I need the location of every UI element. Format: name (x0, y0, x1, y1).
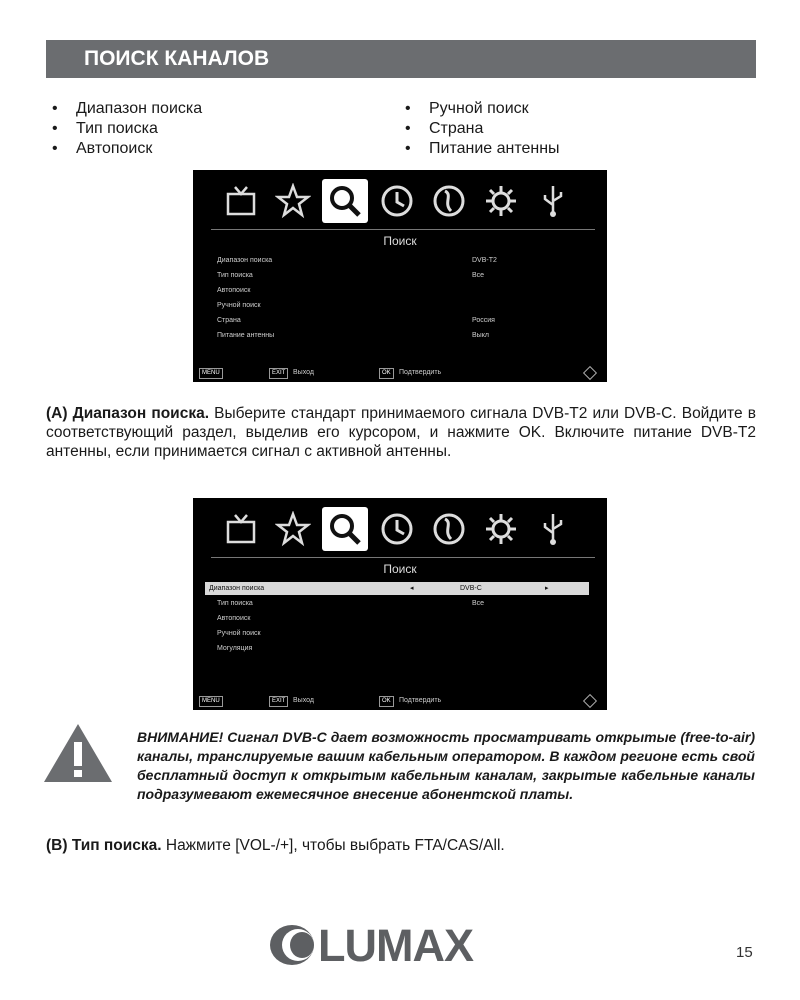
menu-item-selected[interactable] (205, 582, 589, 595)
menu-item-label: Тип поиска (217, 272, 253, 279)
menu-item-label: Диапазон поиска (217, 257, 273, 264)
arrow-left-icon[interactable]: ◂ (410, 585, 414, 592)
menu-item[interactable] (217, 597, 583, 610)
paragraph-search-range (46, 404, 756, 461)
star-icon (270, 179, 316, 223)
divider (211, 557, 595, 558)
menu-item[interactable] (217, 642, 583, 655)
bullet-item: • Ручной поиск (405, 99, 560, 119)
menu-item[interactable] (217, 254, 583, 267)
menu-key: MENU (199, 696, 223, 707)
menu-item[interactable] (217, 314, 583, 327)
gear-icon (478, 179, 524, 223)
arrow-right-icon[interactable]: ▸ (545, 585, 549, 592)
clock-icon (374, 179, 420, 223)
exit-label: Выход (293, 369, 314, 376)
search-icon (322, 179, 368, 223)
menu-item-value: Все (472, 272, 485, 279)
menu-item[interactable] (217, 299, 583, 312)
tv-icon (218, 507, 264, 551)
menu-item-value: Выкл (472, 332, 489, 339)
gear-icon (478, 507, 524, 551)
paragraph-search-type (46, 836, 756, 855)
paragraph-text: Выберите стандарт принимаемого сигнала DVB-T2 или DVB-C. Войдите в соответствующий раздел, выделив его курсором, и нажмите OK. Включите питание DVB-T2 антенны, если принимается сигнал с активной антенны. (46, 405, 756, 460)
tv-icon (218, 179, 264, 223)
ok-label: Подтвердить (399, 697, 442, 704)
menu-title: Поиск (383, 562, 417, 576)
usb-icon (530, 507, 576, 551)
bullet-list-right (405, 99, 560, 159)
usb-icon (530, 179, 576, 223)
menu-item-label: Диапазон поиска (209, 585, 265, 592)
menu-item-label: Тип поиска (217, 600, 253, 607)
ok-key: OK (379, 368, 394, 379)
bullet-item: • Автопоиск (52, 139, 202, 159)
menu-item-label: Могуляция (217, 645, 253, 652)
paragraph-lead: (A) Диапазон поиска. (46, 405, 210, 422)
menu-item[interactable] (217, 627, 583, 640)
warning-text: ВНИМАНИЕ! Сигнал DVB-C дает возможность просматривать открытые (free-to-air) каналы, транслируемые вашим кабельным оператором. В каждом регионе есть свой бесплатный доступ к открытым кабельным каналам, закрытые кабельные каналы подразумевают ежемесячное внесение абонентской платы. (137, 729, 755, 802)
star-icon (270, 507, 316, 551)
menu-item-value: Все (472, 600, 485, 607)
paragraph-text: Нажмите [VOL-/+], чтобы выбрать FTA/CAS/All. (161, 837, 505, 854)
exit-key: EXIT (269, 368, 288, 379)
globe-icon (426, 507, 472, 551)
menu-item[interactable] (217, 329, 583, 342)
menu-item-label: Страна (217, 317, 241, 324)
bullet-item: • Тип поиска (52, 119, 202, 139)
bullet-item: • Страна (405, 119, 560, 139)
lumax-logo (262, 920, 538, 971)
menu-title: Поиск (383, 234, 417, 248)
divider (211, 229, 595, 230)
menu-item-value: Россия (472, 317, 495, 324)
menu-item-label: Автопоиск (217, 615, 251, 622)
menu-item[interactable] (217, 284, 583, 297)
menu-key: MENU (199, 368, 223, 379)
ok-label: Подтвердить (399, 369, 442, 376)
logo-mark-icon (262, 922, 316, 968)
menu-item-label: Автопоиск (217, 287, 251, 294)
page-title: ПОИСК КАНАЛОВ (46, 40, 756, 78)
menu-item-value: DVB-T2 (472, 257, 497, 264)
navigation-icon (583, 694, 597, 708)
tv-footer (193, 364, 607, 382)
search-icon (322, 507, 368, 551)
navigation-icon (583, 366, 597, 380)
clock-icon (374, 507, 420, 551)
ok-key: OK (379, 696, 394, 707)
menu-item-value: DVB-C (460, 585, 482, 592)
paragraph-lead: (B) Тип поиска. (46, 837, 162, 854)
logo-text: LUMAX (318, 920, 473, 971)
menu-item-label: Питание антенны (217, 332, 275, 339)
bullet-item: • Питание антенны (405, 139, 560, 159)
warning-icon (42, 722, 114, 784)
bullet-list-left (52, 99, 202, 159)
menu-item-label: Ручной поиск (217, 302, 261, 309)
bullet-item: • Диапазон поиска (52, 99, 202, 119)
menu-item[interactable] (217, 612, 583, 625)
menu-item[interactable] (217, 269, 583, 282)
tv-screen-search-menu-dvbc (193, 498, 607, 710)
globe-icon (426, 179, 472, 223)
tv-screen-search-menu (193, 170, 607, 382)
tv-footer (193, 692, 607, 710)
page-number: 15 (736, 944, 753, 961)
menu-item-label: Ручной поиск (217, 630, 261, 637)
exit-label: Выход (293, 697, 314, 704)
exit-key: EXIT (269, 696, 288, 707)
